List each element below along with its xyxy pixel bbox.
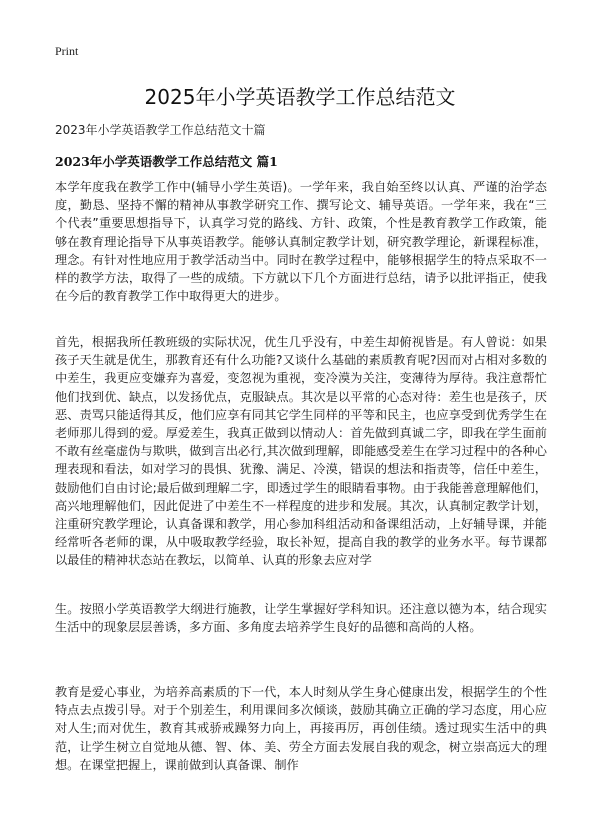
section-heading: 2023年小学英语教学工作总结范文 篇1: [55, 154, 278, 169]
paragraph: 首先，根据我所任教班级的实际状况，优生几乎没有，中差生却俯视皆是。有人曾说：如果孩子天生就是优生，那教育还有什么功能?又谈什么基础的素质教育呢?因而对占相对多数的中差生，我更应变嫌弃为喜爱，变忽视为重视，变冷漠为关注，变薄待为厚待。我注意帮忙他们找到优、缺点，以发扬优点，克服缺点。其次是以平常的心态对待：差生也是孩子，厌恶、责骂只能适得其反，他们应享有同其它学生同样的平等和民主，也应享受到优秀学生在老师那儿得到的爱。厚爱差生，我真正做到以情动人：首先做到真诚二字，即我在学生面前不敢有丝毫虚伪与欺哄，做到言出必行,其次做到理解，即能感受差生在学习过程中的各种心理表现和看法，如对学习的畏惧、犹豫、满足、冷漠，错误的想法和指责等，信任中差生，鼓励他们自由讨论;最后做到理解二字，即透过学生的眼睛看事物。由于我能善意理解他们，高兴地理解他们，因此促进了中差生不一样程度的进步和发展。其次，认真制定教学计划，注重研究教学理论，认真备课和教学，用心参加科组活动和备课组活动，上好辅导课，并能经常听各老师的课，从中吸取教学经验，取长补短，提高自我的教学的业务水平。每节课都以最佳的精神状态站在教坛，以简单、认真的形象去应对学: [55, 335, 547, 568]
page-title: 2025年小学英语教学工作总结范文: [144, 85, 456, 109]
paragraph: 本学年度我在教学工作中(辅导小学生英语)。一学年来，我自始至终以认真、严谨的治学态度，勤恳、坚持不懈的精神从事教学研究工作、撰写论文、辅导英语。一学年来，我在“三个代表”重要思想指导下，认真学习党的路线、方针、政策，个性是教育教学工作政策，能够在教育理论指导下从事英语教学。能够认真制定教学计划，研究教学理论，新课程标准，理念。有针对性地应用于教学活动当中。同时在教学过程中，能够根据学生的特点采取不一样的教学方法，取得了一些的成绩。下方就以下几个方面进行总结，请予以批评指正，使我在今后的教育教学工作中取得更大的进步。: [55, 180, 547, 304]
document-subtitle: 2023年小学英语教学工作总结范文十篇: [55, 123, 266, 137]
print-label: Print: [55, 44, 79, 58]
paragraph: 生。按照小学英语教学大纲进行施教，让学生掌握好学科知识。还注意以德为本，结合现实生活中的现象层层善诱，多方面、多角度去培养学生良好的品德和高尚的人格。: [55, 602, 547, 635]
paragraph: 教育是爱心事业，为培养高素质的下一代，本人时刻从学生身心健康出发，根据学生的个性特点去点拨引导。对于个别差生，利用课间多次倾谈，鼓励其确立正确的学习态度，用心应对人生;而对优生，教育其戒骄戒躁努力向上，再接再厉，再创佳绩。透过现实生活中的典范，让学生树立自觉地从德、智、体、美、劳全方面去发展自我的观念，树立崇高远大的理想。在课堂把握上，课前做到认真备课、制作: [55, 685, 547, 772]
